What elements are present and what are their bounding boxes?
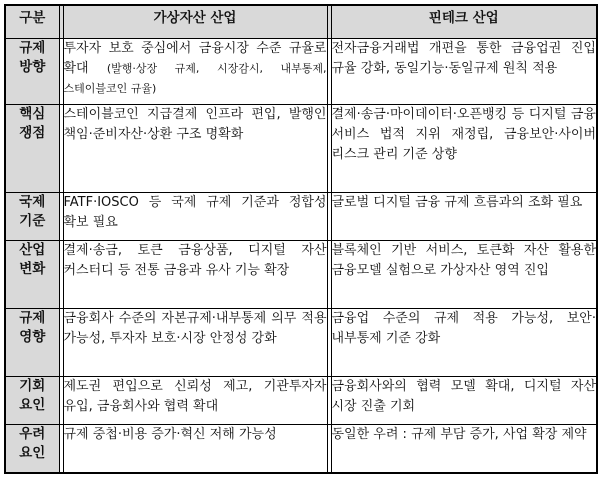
fintech-cell: 전자금융거래법 개편을 통한 금융업권 진입 규율 강화, 동일기능·동일규제 원칙 적용 xyxy=(331,39,597,105)
comparison-table-wrapper xyxy=(4,4,598,474)
header-fintech: 핀테크 산업 xyxy=(331,5,597,39)
fintech-cell: 글로벌 디지털 금융 규제 흐름과의 조화 필요 xyxy=(331,193,597,241)
fintech-cell: 동일한 우려 : 규제 부담 증가, 사업 확장 제약 xyxy=(331,425,597,473)
row-label-line: 영향 xyxy=(19,329,46,345)
row-label xyxy=(5,309,59,377)
crypto-cell: FATF·IOSCO 등 국제 규제 기준과 정합성 확보 필요 xyxy=(63,193,327,241)
row-label-line: 요인 xyxy=(19,397,46,413)
cell-note: (발행·상장 규제, 시장감시, 내부통제, 스테이블코인 규율) xyxy=(63,62,327,95)
row-label xyxy=(5,105,59,193)
table-row xyxy=(5,39,597,105)
row-label xyxy=(5,241,59,309)
table-row xyxy=(5,425,597,473)
row-label-line: 규제 xyxy=(19,40,46,56)
row-label-line: 변화 xyxy=(19,261,46,277)
table-row xyxy=(5,377,597,425)
header-row xyxy=(5,5,597,39)
fintech-cell: 결제·송금·마이데이터·오픈뱅킹 등 디지털 금융 서비스 법적 지위 재정립, 금융보안·사이버 리스크 관리 기준 상향 xyxy=(331,105,597,193)
crypto-cell: 규제 중첩·비용 증가·혁신 저해 가능성 xyxy=(63,425,327,473)
cell-text: 투자자 보호 중심에서 금융시장 수준 규율로 확대 xyxy=(63,41,327,76)
table-row xyxy=(5,193,597,241)
table-row xyxy=(5,309,597,377)
crypto-cell: 제도권 편입으로 신뢰성 제고, 기관투자자 유입, 금융회사와 협력 확대 xyxy=(63,377,327,425)
crypto-cell xyxy=(63,39,327,105)
fintech-cell: 금융회사와의 협력 모델 확대, 디지털 자산 시장 진출 기회 xyxy=(331,377,597,425)
table-row xyxy=(5,105,597,193)
comparison-table xyxy=(4,4,598,474)
row-label-line: 기회 xyxy=(19,378,46,394)
row-label-line: 우려 xyxy=(19,426,46,442)
crypto-cell: 결제·송금, 토큰 금융상품, 디지털 자산 커스터디 등 전통 금융과 유사 기능 확장 xyxy=(63,241,327,309)
table-row xyxy=(5,241,597,309)
row-label xyxy=(5,193,59,241)
row-label-line: 요인 xyxy=(19,445,46,461)
row-label-line: 국제 xyxy=(19,194,46,210)
row-label-line: 방향 xyxy=(19,59,46,75)
crypto-cell: 스테이블코인 지급결제 인프라 편입, 발행인 책임·준비자산·상환 구조 명확화 xyxy=(63,105,327,193)
fintech-cell: 금융업 수준의 규제 적용 가능성, 보안·내부통제 기준 강화 xyxy=(331,309,597,377)
row-label xyxy=(5,425,59,473)
row-label xyxy=(5,377,59,425)
fintech-cell: 블록체인 기반 서비스, 토큰화 자산 활용한 금융모델 실험으로 가상자산 영역 진입 xyxy=(331,241,597,309)
row-label-line: 기준 xyxy=(19,213,46,229)
row-label-line: 규제 xyxy=(19,310,46,326)
header-category: 구분 xyxy=(5,5,59,39)
header-crypto: 가상자산 산업 xyxy=(63,5,327,39)
row-label-line: 산업 xyxy=(19,242,46,258)
row-label-line: 쟁점 xyxy=(19,125,46,141)
row-label xyxy=(5,39,59,105)
row-label-line: 핵심 xyxy=(19,106,46,122)
crypto-cell: 금융회사 수준의 자본규제·내부통제 의무 적용 가능성, 투자자 보호·시장 안정성 강화 xyxy=(63,309,327,377)
